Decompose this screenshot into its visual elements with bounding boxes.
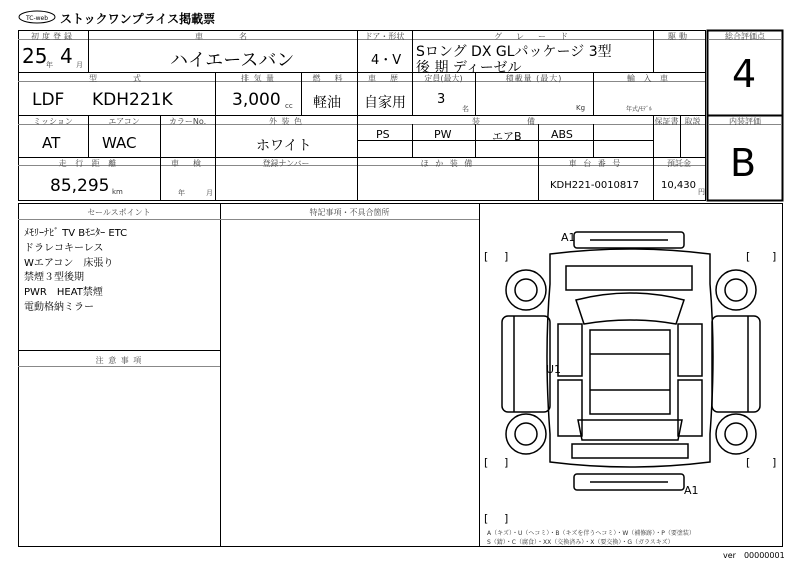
legend-line-2: S（錆）・C（腐食）・XX（交換済み）・X（要交換）・G（ガラスキズ） bbox=[487, 539, 674, 546]
header-mission: ミッション bbox=[33, 117, 73, 126]
mileage: 85,295 bbox=[50, 176, 110, 196]
grade-line-2: 後 期 ディーゼル bbox=[416, 60, 522, 76]
header-first-registration: 初度登録 bbox=[31, 32, 75, 41]
svg-text:[: [ bbox=[484, 456, 489, 469]
aircon: WAC bbox=[102, 134, 137, 152]
sales-point-item: 電動格納ミラー bbox=[24, 302, 94, 313]
inspection-month-unit: 月 bbox=[206, 189, 213, 197]
svg-text:[: [ bbox=[746, 456, 751, 469]
header-aircon: エアコン bbox=[108, 117, 140, 126]
header-notes: 注 意 事 項 bbox=[95, 356, 143, 365]
overall-score: 4 bbox=[732, 52, 757, 96]
svg-text:]: ] bbox=[772, 456, 777, 469]
header-special-notes: 特記事項・不具合箇所 bbox=[309, 208, 390, 217]
sales-point-item: ドラレコキーレス bbox=[24, 243, 104, 254]
header-plate-number: 登録ナンバー bbox=[262, 159, 310, 168]
import-year-model: 年式/ﾓﾃﾞﾙ bbox=[626, 106, 653, 113]
svg-text:]: ] bbox=[504, 512, 509, 525]
header-capacity: 定員(最大) bbox=[424, 74, 463, 83]
header-model: 型 式 bbox=[89, 74, 144, 83]
sales-point-item: 禁煙３型後期 bbox=[24, 272, 84, 283]
sales-point-item: Wエアコン 床張り bbox=[24, 258, 114, 269]
svg-text:[: [ bbox=[484, 512, 489, 525]
displacement: 3,000 bbox=[232, 90, 281, 110]
capacity: 3 bbox=[437, 92, 446, 107]
first-registration-year: 25 bbox=[22, 44, 48, 68]
fuel: 軽油 bbox=[313, 95, 341, 111]
document-title: ストックワンプライス掲載票 bbox=[60, 12, 216, 26]
door-shape: 4・V bbox=[371, 53, 402, 68]
sales-point-item: ﾒﾓﾘｰﾅﾋﾞ TV Bﾓﾆﾀｰ ETC bbox=[24, 228, 128, 239]
equipment-pw: PW bbox=[434, 128, 452, 141]
svg-text:]: ] bbox=[504, 456, 509, 469]
header-warranty: 保証書 bbox=[654, 117, 679, 126]
recycle-deposit: 10,430 bbox=[661, 180, 696, 191]
grade-line-1: Sロング DX GLパッケージ 3型 bbox=[416, 44, 612, 60]
usage-history: 自家用 bbox=[364, 95, 406, 111]
mileage-unit: km bbox=[112, 188, 123, 196]
chassis-number: KDH221-0010817 bbox=[550, 180, 640, 191]
car-outline bbox=[480, 204, 782, 546]
model-prefix: LDF bbox=[32, 90, 65, 110]
header-recycle-deposit: 預託金 bbox=[667, 159, 691, 168]
inspection-year-unit: 年 bbox=[178, 189, 185, 197]
month-unit: 月 bbox=[76, 61, 83, 69]
header-color-no: カラーNo. bbox=[168, 117, 207, 126]
model-code: KDH221K bbox=[92, 90, 173, 110]
header-mileage: 走 行 距 離 bbox=[58, 159, 120, 168]
car-name: ハイエースバン bbox=[170, 50, 295, 71]
displacement-unit: cc bbox=[285, 102, 293, 110]
header-inspection: 車 検 bbox=[171, 159, 204, 168]
header-fuel: 燃 料 bbox=[312, 74, 346, 83]
first-registration-month: 4 bbox=[60, 44, 73, 68]
header-car-name: 車 名 bbox=[195, 32, 250, 41]
logo-text: TC-web bbox=[25, 15, 49, 22]
recycle-unit: 円 bbox=[698, 188, 705, 196]
header-door-shape: ドア・形状 bbox=[364, 32, 405, 41]
header-other-equipment: ほ か 装 備 bbox=[420, 159, 475, 168]
interior-score: B bbox=[730, 141, 757, 185]
header-chassis-number: 車 台 番 号 bbox=[568, 159, 623, 168]
header-import: 輸 入 車 bbox=[626, 74, 672, 83]
header-load: 積載量 (最大) bbox=[505, 74, 563, 83]
header-exterior-color: 外 装 色 bbox=[268, 117, 304, 126]
damage-mark-rear: A1 bbox=[684, 484, 699, 497]
header-grade: グ レ ー ド bbox=[494, 32, 571, 41]
header-overall-score: 総合評価点 bbox=[725, 32, 765, 41]
load-unit: Kg bbox=[576, 104, 586, 112]
header-interior-score: 内装評価 bbox=[729, 117, 761, 126]
damage-mark-front: A1 bbox=[561, 231, 576, 244]
header-history: 車 歴 bbox=[368, 74, 401, 83]
svg-text:]: ] bbox=[772, 250, 777, 263]
svg-text:[: [ bbox=[484, 250, 489, 263]
header-displacement: 排 気 量 bbox=[240, 74, 276, 83]
capacity-unit: 名 bbox=[462, 105, 469, 113]
exterior-color: ホワイト bbox=[256, 138, 312, 154]
legend-line-1: A（キズ）・U（ヘコミ）・B（キズを伴うヘコミ）・W（補修跡）・P（要塗装） bbox=[487, 530, 695, 537]
header-drive: 駆動 bbox=[668, 32, 690, 41]
damage-mark-side: U1 bbox=[546, 363, 562, 376]
svg-text:[: [ bbox=[746, 250, 751, 263]
sales-point-item: PWR HEAT禁煙 bbox=[24, 287, 103, 298]
header-equipment: 装 備 bbox=[472, 117, 538, 126]
equipment-airbag: エアB bbox=[492, 130, 522, 143]
equipment-ps: PS bbox=[376, 128, 390, 141]
mission: AT bbox=[42, 134, 61, 152]
equipment-abs: ABS bbox=[551, 128, 573, 141]
version-label: ver 00000001 bbox=[723, 551, 785, 560]
header-sales-points: セールスポイント bbox=[87, 208, 151, 217]
svg-text:]: ] bbox=[504, 250, 509, 263]
header-manual: 取説 bbox=[684, 117, 701, 126]
year-unit: 年 bbox=[46, 61, 53, 69]
